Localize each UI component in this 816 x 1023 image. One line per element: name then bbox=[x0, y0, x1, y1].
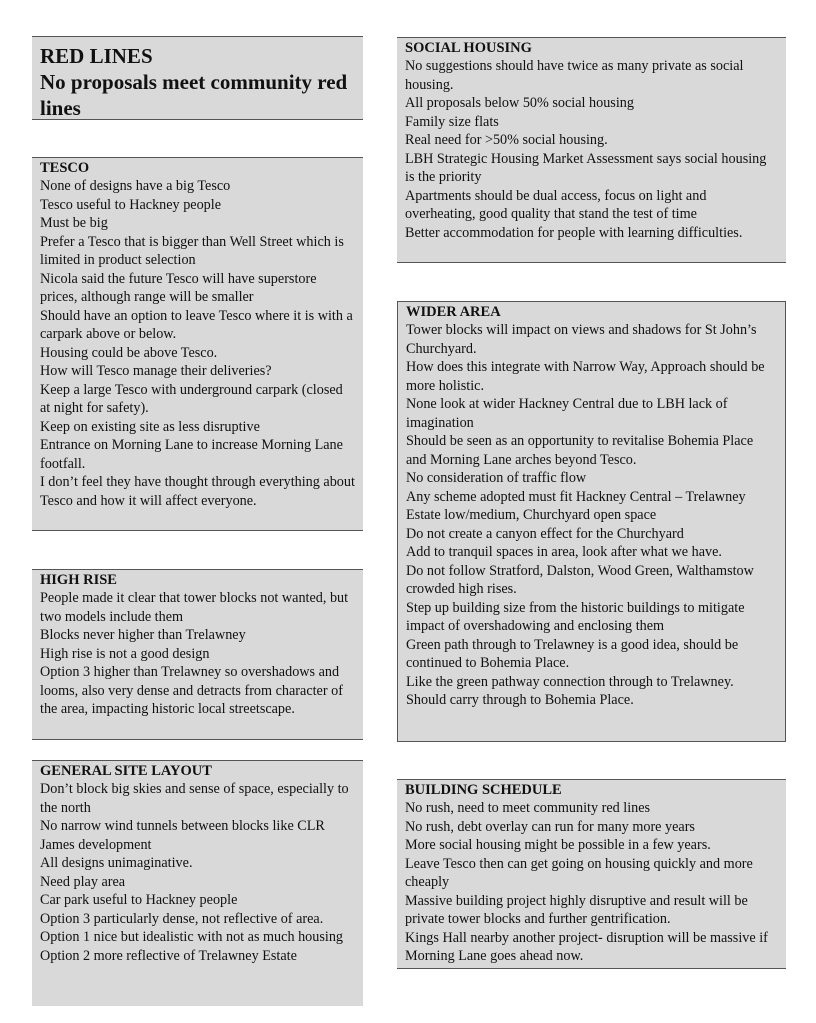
list-item: Nicola said the future Tesco will have superstore prices, although range will be smaller bbox=[40, 270, 317, 305]
list-item: Step up building size from the historic buildings to mitigate impact of overshadowing and enclosing them bbox=[406, 599, 745, 634]
list-item: Don’t block big skies and sense of space, especially to the north bbox=[40, 781, 349, 816]
high-rise-section bbox=[32, 569, 363, 740]
list-item: Option 3 higher than Trelawney so overshadows and looms, also very dense and detracts from character of the area, impacting historic local streetscape. bbox=[40, 664, 343, 717]
red-lines-box bbox=[32, 36, 363, 120]
list-item: Prefer a Tesco that is bigger than Well Street which is limited in product selection bbox=[40, 233, 344, 268]
list-item: Car park useful to Hackney people bbox=[40, 892, 238, 908]
tesco-list bbox=[40, 177, 355, 510]
list-item: Option 2 more reflective of Trelawney Estate bbox=[40, 947, 297, 964]
list-item: Kings Hall nearby another project- disruption will be massive if Morning Lane goes ahead now. bbox=[405, 929, 768, 964]
wider-area-section bbox=[397, 301, 786, 742]
list-item: Keep on existing site as less disruptive bbox=[40, 418, 260, 435]
red-lines-title: RED LINES bbox=[40, 44, 153, 68]
list-item: None look at wider Hackney Central due to LBH lack of imagination bbox=[406, 396, 728, 431]
social-housing-section bbox=[397, 37, 786, 263]
list-item: How will Tesco manage their deliveries? bbox=[40, 363, 272, 379]
wider-area-heading: WIDER AREA bbox=[406, 304, 501, 320]
list-item: Tesco useful to Hackney people bbox=[40, 196, 222, 213]
list-item: Do not create a canyon effect for the Churchyard bbox=[406, 525, 684, 542]
list-item: High rise is not a good design bbox=[40, 645, 210, 662]
general-site-layout-heading: GENERAL SITE LAYOUT bbox=[40, 763, 212, 779]
list-item: Like the green pathway connection through to Trelawney. Should carry through to Bohemia Place. bbox=[406, 673, 734, 708]
list-item: Need play area bbox=[40, 873, 126, 890]
list-item: Any scheme adopted must fit Hackney Central – Trelawney Estate low/medium, Churchyard open space bbox=[406, 488, 746, 523]
list-item: I don’t feel they have thought through everything about Tesco and how it will affect everyone. bbox=[40, 474, 355, 509]
list-item: Family size flats bbox=[405, 113, 499, 130]
list-item: Massive building project highly disruptive and result will be private tower blocks and further gentrification. bbox=[405, 892, 748, 927]
tesco-heading: TESCO bbox=[40, 160, 90, 176]
red-lines-subtitle: No proposals meet community red lines bbox=[40, 70, 348, 120]
list-item: Entrance on Morning Lane to increase Morning Lane footfall. bbox=[40, 437, 343, 472]
wider-area-list bbox=[406, 321, 777, 710]
list-item: Add to tranquil spaces in area, look after what we have. bbox=[406, 544, 722, 560]
building-schedule-list bbox=[405, 799, 778, 966]
building-schedule-section bbox=[397, 779, 786, 969]
high-rise-heading: HIGH RISE bbox=[40, 572, 117, 588]
social-housing-heading: SOCIAL HOUSING bbox=[405, 40, 532, 56]
list-item: No consideration of traffic flow bbox=[406, 470, 587, 486]
general-site-layout-section bbox=[32, 760, 363, 1006]
list-item: Real need for >50% social housing. bbox=[405, 132, 608, 148]
list-item: Option 3 particularly dense, not reflective of area. bbox=[40, 910, 324, 927]
list-item: LBH Strategic Housing Market Assessment says social housing is the priority bbox=[405, 150, 767, 185]
list-item: No rush, need to meet community red lines bbox=[405, 800, 651, 816]
list-item: No suggestions should have twice as many private as social housing. bbox=[405, 58, 744, 93]
building-schedule-heading: BUILDING SCHEDULE bbox=[405, 782, 562, 798]
list-item: None of designs have a big Tesco bbox=[40, 178, 231, 194]
list-item: Must be big bbox=[40, 215, 108, 231]
high-rise-list bbox=[40, 589, 355, 719]
list-item: How does this integrate with Narrow Way, Approach should be more holistic. bbox=[406, 359, 765, 394]
list-item: Do not follow Stratford, Dalston, Wood Green, Walthamstow crowded high rises. bbox=[406, 562, 754, 597]
list-item: People made it clear that tower blocks not wanted, but two models include them bbox=[40, 590, 349, 625]
general-site-layout-list bbox=[40, 780, 355, 965]
list-item: Apartments should be dual access, focus on light and overheating, good quality that stand the test of time bbox=[405, 187, 707, 222]
social-housing-list bbox=[405, 57, 778, 242]
list-item: Option 1 nice but idealistic with not as much housing bbox=[40, 929, 344, 945]
list-item: Should have an option to leave Tesco where it is with a carpark above or below. bbox=[40, 307, 353, 342]
list-item: All designs unimaginative. bbox=[40, 855, 193, 871]
list-item: No rush, debt overlay can run for many more years bbox=[405, 818, 695, 835]
list-item: More social housing might be possible in a few years. bbox=[405, 837, 711, 853]
list-item: Green path through to Trelawney is a good idea, should be continued to Bohemia Place. bbox=[406, 636, 739, 671]
list-item: Housing could be above Tesco. bbox=[40, 344, 218, 361]
list-item: No narrow wind tunnels between blocks like CLR James development bbox=[40, 818, 325, 853]
list-item: Leave Tesco then can get going on housing quickly and more cheaply bbox=[405, 855, 753, 890]
list-item: Should be seen as an opportunity to revitalise Bohemia Place and Morning Lane arches beyond Tesco. bbox=[406, 433, 754, 468]
tesco-section bbox=[32, 157, 363, 531]
list-item: Keep a large Tesco with underground carpark (closed at night for safety). bbox=[40, 381, 343, 416]
list-item: Blocks never higher than Trelawney bbox=[40, 627, 246, 643]
list-item: Better accommodation for people with learning difficulties. bbox=[405, 224, 743, 241]
list-item: Tower blocks will impact on views and shadows for St John’s Churchyard. bbox=[406, 322, 757, 357]
list-item: All proposals below 50% social housing bbox=[405, 95, 634, 111]
